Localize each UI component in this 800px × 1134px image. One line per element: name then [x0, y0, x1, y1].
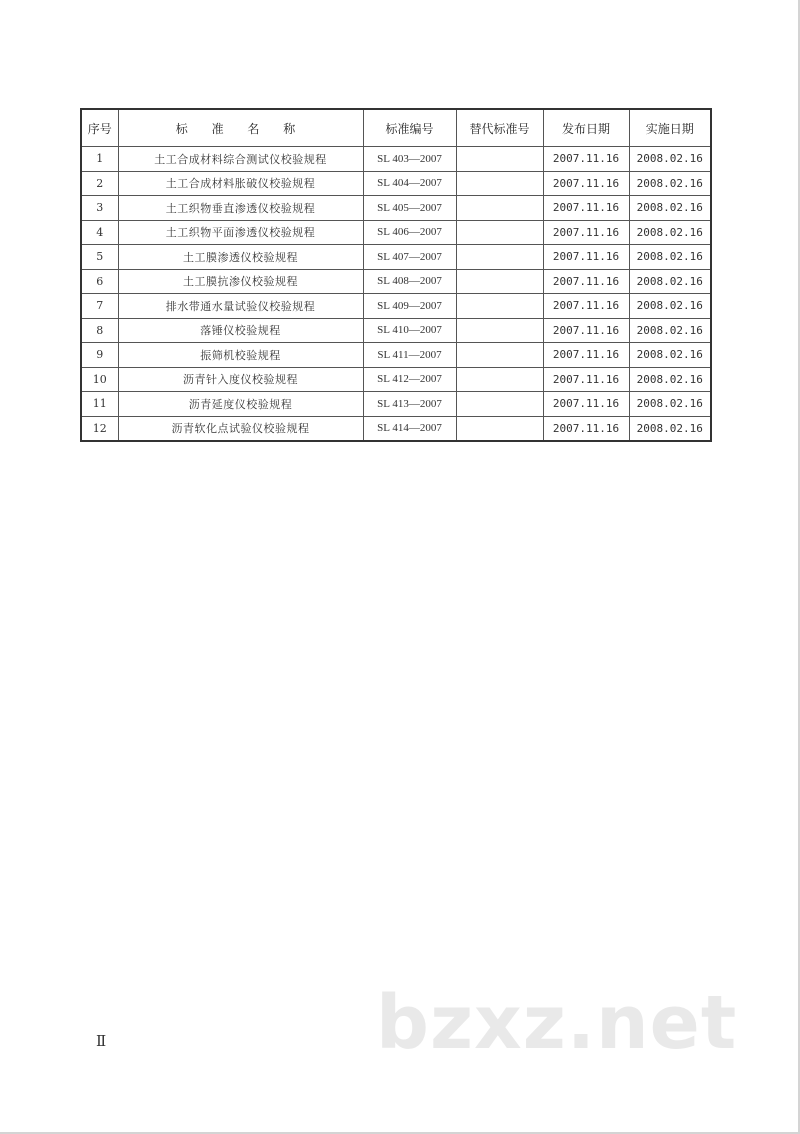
replaced-cell: [456, 196, 543, 221]
seq-cell: 9: [81, 343, 118, 368]
table-row: [81, 269, 711, 294]
publish-date-cell: 2007.11.16: [543, 245, 629, 270]
replaced-cell: [456, 220, 543, 245]
code-cell: SL 411—2007: [363, 343, 456, 368]
code-cell: SL 412—2007: [363, 367, 456, 392]
header-seq: 序号: [81, 109, 118, 147]
table-row: [81, 171, 711, 196]
standards-table: [80, 108, 712, 442]
table-row: [81, 367, 711, 392]
publish-date-cell: 2007.11.16: [543, 220, 629, 245]
header-publish-date: 发布日期: [543, 109, 629, 147]
name-cell: 土工膜渗透仪校验规程: [118, 245, 363, 270]
code-cell: SL 409—2007: [363, 294, 456, 319]
code-cell: SL 405—2007: [363, 196, 456, 221]
name-cell: 土工织物垂直渗透仪校验规程: [118, 196, 363, 221]
seq-cell: 3: [81, 196, 118, 221]
code-cell: SL 408—2007: [363, 269, 456, 294]
table-row: [81, 220, 711, 245]
header-implement-date: 实施日期: [629, 109, 711, 147]
seq-cell: 8: [81, 318, 118, 343]
implement-date-cell: 2008.02.16: [629, 318, 711, 343]
implement-date-cell: 2008.02.16: [629, 245, 711, 270]
publish-date-cell: 2007.11.16: [543, 171, 629, 196]
replaced-cell: [456, 318, 543, 343]
replaced-cell: [456, 269, 543, 294]
implement-date-cell: 2008.02.16: [629, 171, 711, 196]
replaced-cell: [456, 367, 543, 392]
table-row: [81, 343, 711, 368]
header-name: 标 准 名 称: [118, 109, 363, 147]
seq-cell: 11: [81, 392, 118, 417]
code-cell: SL 403—2007: [363, 147, 456, 172]
table-header: [81, 109, 711, 147]
publish-date-cell: 2007.11.16: [543, 196, 629, 221]
code-cell: SL 407—2007: [363, 245, 456, 270]
code-cell: SL 406—2007: [363, 220, 456, 245]
seq-cell: 10: [81, 367, 118, 392]
table-row: [81, 416, 711, 441]
name-cell: 土工膜抗渗仪校验规程: [118, 269, 363, 294]
table-row: [81, 147, 711, 172]
implement-date-cell: 2008.02.16: [629, 269, 711, 294]
publish-date-cell: 2007.11.16: [543, 416, 629, 441]
replaced-cell: [456, 392, 543, 417]
replaced-cell: [456, 245, 543, 270]
implement-date-cell: 2008.02.16: [629, 196, 711, 221]
name-cell: 排水带通水量试验仪校验规程: [118, 294, 363, 319]
publish-date-cell: 2007.11.16: [543, 367, 629, 392]
implement-date-cell: 2008.02.16: [629, 392, 711, 417]
publish-date-cell: 2007.11.16: [543, 147, 629, 172]
replaced-cell: [456, 343, 543, 368]
replaced-cell: [456, 171, 543, 196]
seq-cell: 7: [81, 294, 118, 319]
name-cell: 土工合成材料胀破仪校验规程: [118, 171, 363, 196]
seq-cell: 4: [81, 220, 118, 245]
code-cell: SL 404—2007: [363, 171, 456, 196]
watermark: bzxz.net: [376, 980, 738, 1066]
publish-date-cell: 2007.11.16: [543, 343, 629, 368]
code-cell: SL 410—2007: [363, 318, 456, 343]
seq-cell: 12: [81, 416, 118, 441]
table-row: [81, 196, 711, 221]
table-row: [81, 294, 711, 319]
code-cell: SL 413—2007: [363, 392, 456, 417]
seq-cell: 5: [81, 245, 118, 270]
replaced-cell: [456, 416, 543, 441]
table-row: [81, 392, 711, 417]
implement-date-cell: 2008.02.16: [629, 294, 711, 319]
name-cell: 沥青延度仪校验规程: [118, 392, 363, 417]
implement-date-cell: 2008.02.16: [629, 367, 711, 392]
publish-date-cell: 2007.11.16: [543, 269, 629, 294]
publish-date-cell: 2007.11.16: [543, 294, 629, 319]
publish-date-cell: 2007.11.16: [543, 392, 629, 417]
implement-date-cell: 2008.02.16: [629, 147, 711, 172]
implement-date-cell: 2008.02.16: [629, 416, 711, 441]
name-cell: 土工织物平面渗透仪校验规程: [118, 220, 363, 245]
name-cell: 振筛机校验规程: [118, 343, 363, 368]
table-body: [81, 147, 711, 442]
replaced-cell: [456, 147, 543, 172]
header-replaced: 替代标准号: [456, 109, 543, 147]
seq-cell: 1: [81, 147, 118, 172]
publish-date-cell: 2007.11.16: [543, 318, 629, 343]
name-cell: 沥青软化点试验仪校验规程: [118, 416, 363, 441]
table-row: [81, 245, 711, 270]
seq-cell: 2: [81, 171, 118, 196]
table-row: [81, 318, 711, 343]
name-cell: 沥青针入度仪校验规程: [118, 367, 363, 392]
seq-cell: 6: [81, 269, 118, 294]
name-cell: 落锤仪校验规程: [118, 318, 363, 343]
code-cell: SL 414—2007: [363, 416, 456, 441]
table-header-row: [81, 109, 711, 147]
implement-date-cell: 2008.02.16: [629, 220, 711, 245]
name-cell: 土工合成材料综合测试仪校验规程: [118, 147, 363, 172]
implement-date-cell: 2008.02.16: [629, 343, 711, 368]
page-number: Ⅱ: [96, 1034, 107, 1050]
header-code: 标准编号: [363, 109, 456, 147]
replaced-cell: [456, 294, 543, 319]
